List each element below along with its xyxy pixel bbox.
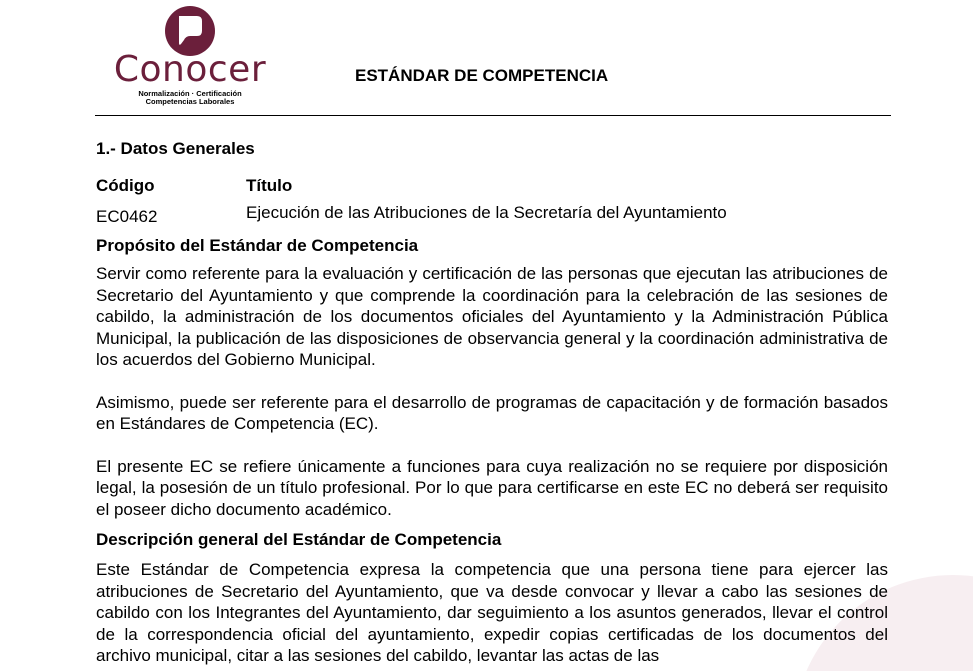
code-title-table — [96, 175, 888, 229]
conocer-logo — [105, 4, 275, 108]
logo-tagline: Normalización · Certificación — [138, 89, 242, 98]
section-heading: Propósito del Estándar de Competencia — [96, 236, 419, 255]
paragraph: Este Estándar de Competencia expresa la competencia que una persona tiene para ejercer las atribuciones de Secretario del Ayuntamiento, que va desde convocar y llevar a cabo las sesiones de cabildo con los Integrantes del Ayuntamiento, dar seguimiento a los asuntos generados, llevar el control de la correspondencia oficial del ayuntamiento, expedir copias certificadas de los documentos del archivo municipal, citar a las sesiones del cabildo, levantar las actas de las — [96, 560, 888, 665]
document-title: ESTÁNDAR DE COMPETENCIA — [355, 66, 609, 85]
code-column-header: Código — [96, 176, 155, 195]
title-value: Ejecución de las Atribuciones de la Secretaría del Ayuntamiento — [246, 203, 727, 222]
section-heading: 1.- Datos Generales — [96, 139, 255, 158]
section-heading: Descripción general del Estándar de Competencia — [96, 530, 502, 549]
code-value: EC0462 — [96, 207, 158, 226]
logo-wordmark: Conocer — [113, 49, 267, 90]
paragraph: Servir como referente para la evaluación y certificación de las personas que ejecutan las atribuciones de Secretario del Ayuntamiento y que comprende la coordinación para la celebración de las sesiones de cabildo, la administración de los documentos oficiales del Ayuntamiento y la Administración Pública Municipal, la publicación de las disposiciones de observancia general y la coordinación administrativa de los acuerdos del Gobierno Municipal. — [96, 264, 888, 369]
header-divider — [95, 115, 891, 116]
logo-tagline: Competencias Laborales — [145, 97, 235, 106]
document-body — [96, 138, 888, 667]
paragraph: El presente EC se refiere únicamente a funciones para cuya realización no se requiere por disposición legal, la posesión de un título profesional. Por lo que para certificarse en este EC no deberá ser requisito el poseer dicho documento académico. — [96, 456, 888, 519]
paragraph: Asimismo, puede ser referente para el desarrollo de programas de capacitación y de formación basados en Estándares de Competencia (EC). — [96, 392, 888, 433]
title-column-header: Título — [246, 176, 293, 195]
